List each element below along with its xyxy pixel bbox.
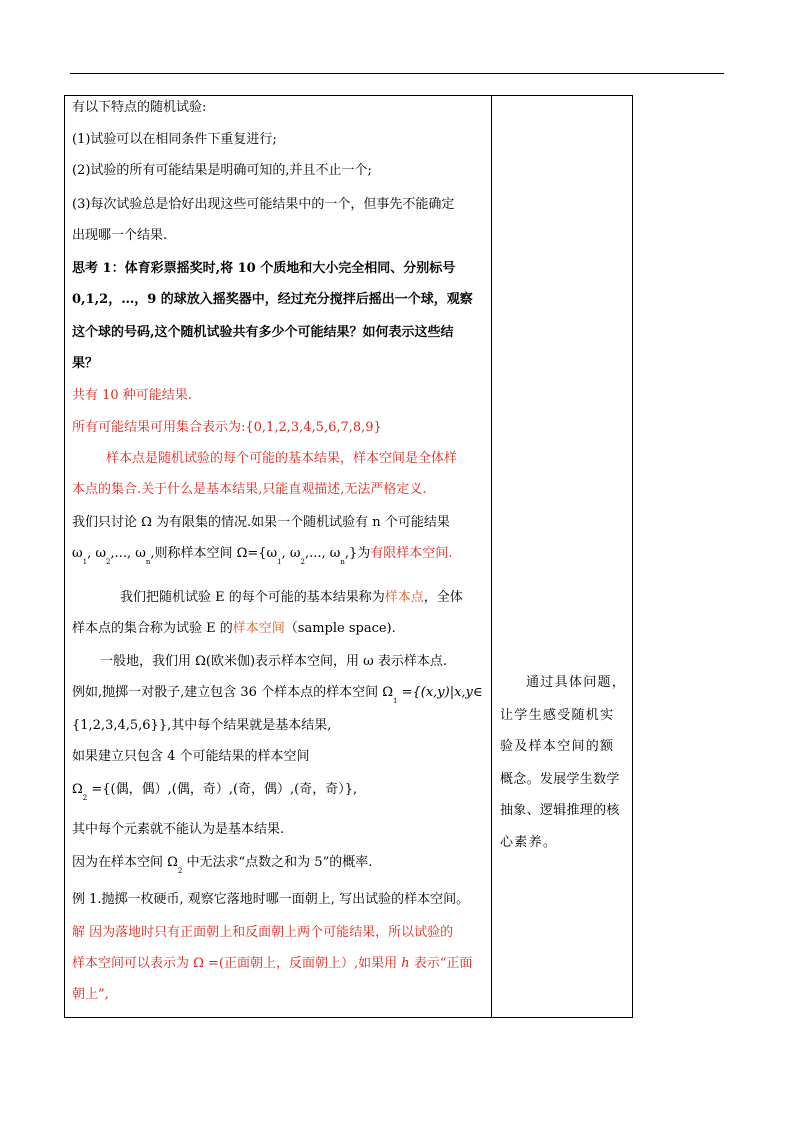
subscript: 2 [177, 867, 183, 875]
feature-2: (2)试验的所有可能结果是明确可知的,并且不止一个; [72, 163, 372, 178]
omega: , ω [87, 546, 106, 561]
solution-line-a: 解 因为落地时只有正面朝上和反面朝上两个可能结果，所以试验的 [72, 925, 454, 940]
solution-line-c: 朝上”, [72, 987, 109, 1002]
finite-line-b [72, 544, 452, 565]
example1-line: 例 1.抛掷一枚硬币, 观察它落地时哪一面朝上, 写出试验的样本空间。 [72, 892, 470, 907]
subscript: 1 [392, 697, 398, 705]
finite-line-a: 我们只讨论 Ω 为有限集的情况.如果一个随机试验有 n 个可能结果 [72, 515, 450, 530]
sample-point-term: 样本点 [384, 590, 424, 605]
text: 例如,抛掷一对骰子,建立包含 36 个样本点的样本空间 Ω [72, 685, 393, 700]
text: 因为在样本空间 Ω [72, 855, 178, 870]
solution-text: 表示“正面 [409, 956, 473, 971]
set-notation: ={(x,y)|x,y∈ [397, 685, 483, 700]
example-line-f [72, 853, 372, 874]
sample-space-term: 样本空间 [232, 621, 285, 636]
think1-line-a: 思考 1：体育彩票摇奖时,将 10 个质地和大小完全相同、分别标号 [72, 261, 456, 276]
text: 样本点的集合称为试验 E 的 [72, 621, 233, 636]
omega-set-text: ,则称样本空间 Ω={ω [150, 546, 278, 561]
think1-line-b: 0,1,2，…，9 的球放入摇奖器中，经过充分搅拌后摇出一个球，观察 [72, 292, 473, 307]
h-variable: h [401, 956, 410, 971]
text: ，全体 [423, 590, 463, 605]
text: （sample space). [284, 621, 396, 636]
feature-1: (1)试验可以在相同条件下重复进行; [72, 132, 277, 147]
example-line-a [72, 683, 483, 704]
note-line: 心素养。 [500, 835, 558, 850]
note-line: 让学生感受随机实 [500, 708, 615, 723]
text: 我们把随机试验 E 的每个可能的基本结果称为 [120, 590, 385, 605]
feature-3b: 出现哪一个结果. [72, 228, 168, 243]
set-notation: ={(偶，偶）,(偶，奇）,(奇，偶）,(奇，奇）}, [87, 782, 358, 797]
note-line: 概念。发展学生数学 [500, 772, 620, 787]
answer-line-2: 所有可能结果可用集合表示为:{0,1,2,3,4,5,6,7,8,9} [72, 420, 382, 435]
omega: ,..., ω [304, 546, 341, 561]
definition-line-b: 本点的集合.关于什么是基本结果,只能直观描述,无法严格定义. [72, 482, 427, 497]
answer-line-1: 共有 10 种可能结果. [72, 388, 192, 403]
closing-text: ,}为 [344, 546, 371, 561]
subscript: 2 [105, 558, 111, 566]
sample-point-def-b [72, 619, 396, 639]
solution-text: 样本空间可以表示为 Ω =(正面朝上，反面朝上）,如果用 [72, 956, 402, 971]
text: 中无法求“点数之和为 5”的概率. [182, 855, 373, 870]
intro-line: 有以下特点的随机试验: [72, 100, 207, 115]
general-line: 一般地，我们用 Ω(欧米伽)表示样本空间，用 ω 表示样本点. [100, 654, 448, 669]
example-line-c: 如果建立只包含 4 个可能结果的样本空间 [72, 749, 310, 764]
omega: ,..., ω [110, 546, 146, 561]
note-line: 通过具体问题， [526, 675, 627, 690]
subscript: 2 [300, 558, 305, 566]
example-line-b: {1,2,3,4,5,6}},其中每个结果就是基本结果, [72, 718, 332, 733]
finite-term: 有限样本空间. [370, 546, 453, 561]
example-line-e: 其中每个元素就不能认为是基本结果. [72, 822, 285, 837]
feature-3a: (3)每次试验总是恰好出现这些可能结果中的一个，但事先不能确定 [72, 197, 455, 212]
header-rule [70, 73, 724, 74]
omega: ω [72, 546, 83, 561]
subscript: n [340, 558, 345, 566]
note-line: 抽象、逻辑推理的核 [500, 803, 620, 818]
omega: , ω [281, 546, 301, 561]
subscript: 2 [82, 794, 88, 802]
note-line: 验及样本空间的额 [500, 739, 615, 754]
think1-line-c: 这个球的号码,这个随机试验共有多少个可能结果？如何表示这些结 [72, 325, 454, 340]
sample-point-def-a [120, 588, 463, 608]
subscript: n [145, 558, 151, 566]
omega: Ω [72, 782, 83, 797]
subscript: 1 [277, 558, 282, 566]
subscript: 1 [82, 558, 88, 566]
column-divider [491, 95, 492, 1018]
think1-line-d: 果？ [72, 356, 99, 371]
solution-line-b [72, 954, 472, 974]
example-line-d [72, 780, 357, 801]
definition-line-a: 样本点是随机试验的每个可能的基本结果，样本空间是全体样 [106, 451, 458, 466]
